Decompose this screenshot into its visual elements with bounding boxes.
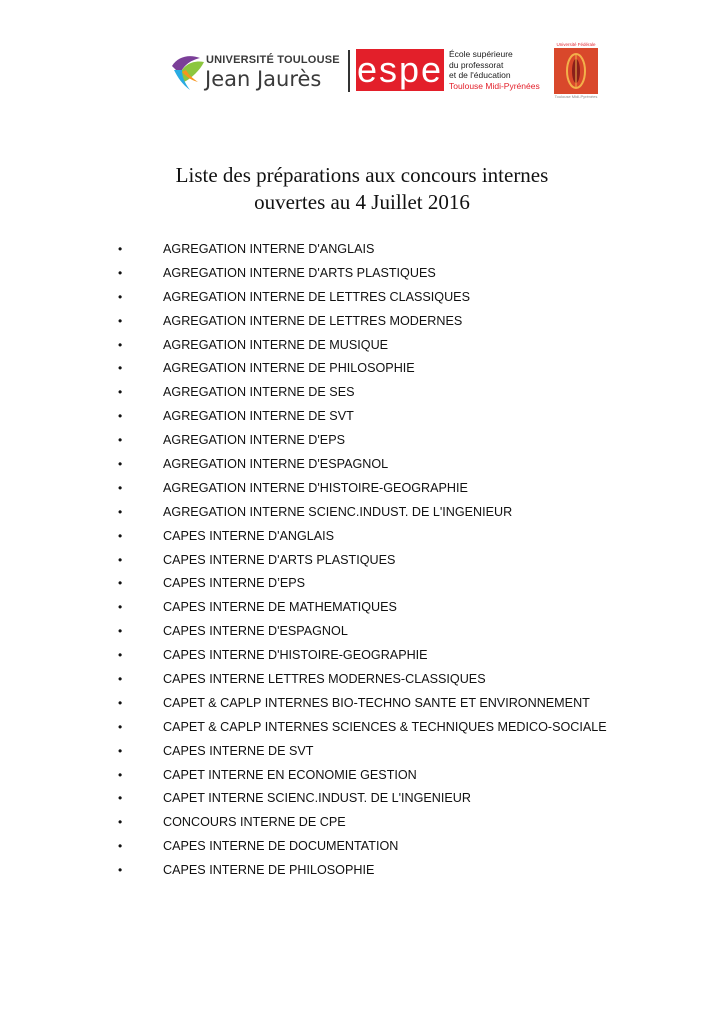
ut-petals-icon	[170, 52, 206, 92]
list-item	[0, 311, 724, 335]
list-item-text: CAPES INTERNE DE SVT	[163, 743, 314, 758]
bullet-icon: •	[118, 242, 123, 256]
bullet-icon: •	[118, 767, 123, 782]
list-item	[0, 645, 724, 669]
list-item	[0, 669, 724, 693]
bullet-icon: •	[118, 480, 123, 495]
list-item	[0, 335, 724, 359]
list-item-text: CAPES INTERNE D'HISTOIRE-GEOGRAPHIE	[163, 648, 428, 663]
bullet-icon: •	[118, 457, 123, 472]
list-item-text: AGREGATION INTERNE DE SES	[163, 385, 355, 400]
bullet-icon: •	[118, 385, 123, 400]
list-item	[0, 239, 724, 263]
list-item	[0, 765, 724, 789]
list-item	[0, 454, 724, 478]
list-item-text: CAPES INTERNE LETTRES MODERNES-CLASSIQUES	[163, 672, 486, 687]
list-item	[0, 812, 724, 836]
list-item-text: CAPES INTERNE D'ANGLAIS	[163, 528, 335, 543]
list-item-text: AGREGATION INTERNE DE MUSIQUE	[163, 337, 389, 352]
bullet-icon: •	[118, 743, 123, 758]
bullet-icon: •	[118, 337, 123, 352]
bullet-icon: •	[118, 433, 123, 448]
list-item	[0, 358, 724, 382]
list-item	[0, 693, 724, 717]
list-item	[0, 382, 724, 406]
list-item-text: CAPES INTERNE D’EPS	[163, 576, 306, 591]
bullet-icon: •	[118, 361, 123, 376]
list-item	[0, 550, 724, 574]
logo-separator	[348, 50, 350, 92]
list-item	[0, 621, 724, 645]
list-item-text: AGREGATION INTERNE DE PHILOSOPHIE	[163, 361, 415, 376]
list-item-text: AGREGATION INTERNE D'ANGLAIS	[163, 242, 375, 256]
bullet-icon: •	[118, 409, 123, 424]
bullet-icon: •	[118, 265, 123, 280]
list-item	[0, 478, 724, 502]
list-item-text: CAPET INTERNE SCIENC.INDUST. DE L'INGENIEUR	[163, 791, 471, 806]
list-item-text: AGREGATION INTERNE D'EPS	[163, 433, 346, 448]
list-item-text: CAPES INTERNE D'ARTS PLASTIQUES	[163, 552, 396, 567]
bullet-icon: •	[118, 528, 123, 543]
list-item	[0, 597, 724, 621]
list-item-text: CAPET & CAPLP INTERNES SCIENCES & TECHNIQUES MEDICO-SOCIALE	[163, 719, 607, 734]
list-item-text: AGREGATION INTERNE D'ARTS PLASTIQUES	[163, 265, 436, 280]
list-item	[0, 573, 724, 597]
bullet-icon: •	[118, 600, 123, 615]
list-item	[0, 717, 724, 741]
list-item-text: AGREGATION INTERNE DE LETTRES MODERNES	[163, 313, 463, 328]
espe-logo-mark: espe	[356, 49, 444, 90]
espe-line-3: et de l'éducation	[449, 70, 511, 80]
espe-region: Toulouse Midi-Pyrénées	[449, 80, 540, 91]
list-item	[0, 287, 724, 311]
bullet-icon: •	[118, 289, 123, 304]
list-item	[0, 836, 724, 860]
ut-line1: UNIVERSITÉ TOULOUSE	[206, 54, 340, 66]
bullet-icon: •	[118, 552, 123, 567]
bullet-icon: •	[118, 863, 123, 878]
page-title	[0, 162, 724, 216]
federal-top-label: Université Fédérale	[556, 42, 596, 47]
list-item	[0, 406, 724, 430]
federal-bottom-label: Toulouse Midi-Pyrénées	[554, 94, 598, 99]
bullet-icon: •	[118, 839, 123, 854]
list-item-text: AGREGATION INTERNE SCIENC.INDUST. DE L'INGENIEUR	[163, 504, 513, 519]
list-item-text: CAPES INTERNE DE PHILOSOPHIE	[163, 863, 375, 878]
federal-emblem-icon	[554, 48, 598, 94]
list-item	[0, 741, 724, 765]
ut-line2: Jean Jaurès	[205, 67, 322, 91]
espe-line-2: du professorat	[449, 59, 504, 70]
bullet-icon: •	[118, 313, 123, 328]
list-item-text: AGREGATION INTERNE DE LETTRES CLASSIQUES	[163, 289, 470, 304]
header-logos	[0, 0, 724, 110]
bullet-icon: •	[118, 719, 123, 734]
bullet-icon: •	[118, 672, 123, 687]
ut-jean-jaures-logo	[170, 50, 340, 95]
bullet-icon: •	[118, 504, 123, 519]
list-item-text: CAPET INTERNE EN ECONOMIE GESTION	[163, 767, 417, 782]
list-item-text: AGREGATION INTERNE D'HISTOIRE-GEOGRAPHIE	[163, 480, 468, 495]
list-item	[0, 526, 724, 550]
bullet-icon: •	[118, 695, 123, 710]
title-line-1: Liste des préparations aux concours internes	[175, 163, 549, 187]
list-item	[0, 788, 724, 812]
bullet-icon: •	[118, 624, 123, 639]
list-item	[0, 263, 724, 287]
preparation-list	[0, 239, 724, 884]
list-item-text: CAPES INTERNE DE MATHEMATIQUES	[163, 600, 397, 615]
list-item	[0, 502, 724, 526]
list-item	[0, 430, 724, 454]
bullet-icon: •	[118, 815, 123, 830]
bullet-icon: •	[118, 576, 123, 591]
list-item-text: AGREGATION INTERNE D'ESPAGNOL	[163, 457, 389, 472]
bullet-icon: •	[118, 648, 123, 663]
title-line-2: ouvertes au 4 Juillet 2016	[254, 190, 470, 214]
espe-logo-text	[449, 49, 549, 91]
espe-line-1: École supérieure	[449, 49, 513, 59]
list-item	[0, 860, 724, 884]
bullet-icon: •	[118, 791, 123, 806]
list-item-text: CAPET & CAPLP INTERNES BIO-TECHNO SANTE ET ENVIRONNEMENT	[163, 695, 590, 710]
list-item-text: CONCOURS INTERNE DE CPE	[163, 815, 346, 830]
list-item-text: CAPES INTERNE D'ESPAGNOL	[163, 624, 348, 639]
list-item-text: AGREGATION INTERNE DE SVT	[163, 409, 354, 424]
list-item-text: CAPES INTERNE DE DOCUMENTATION	[163, 839, 399, 854]
federal-university-logo	[552, 42, 600, 100]
